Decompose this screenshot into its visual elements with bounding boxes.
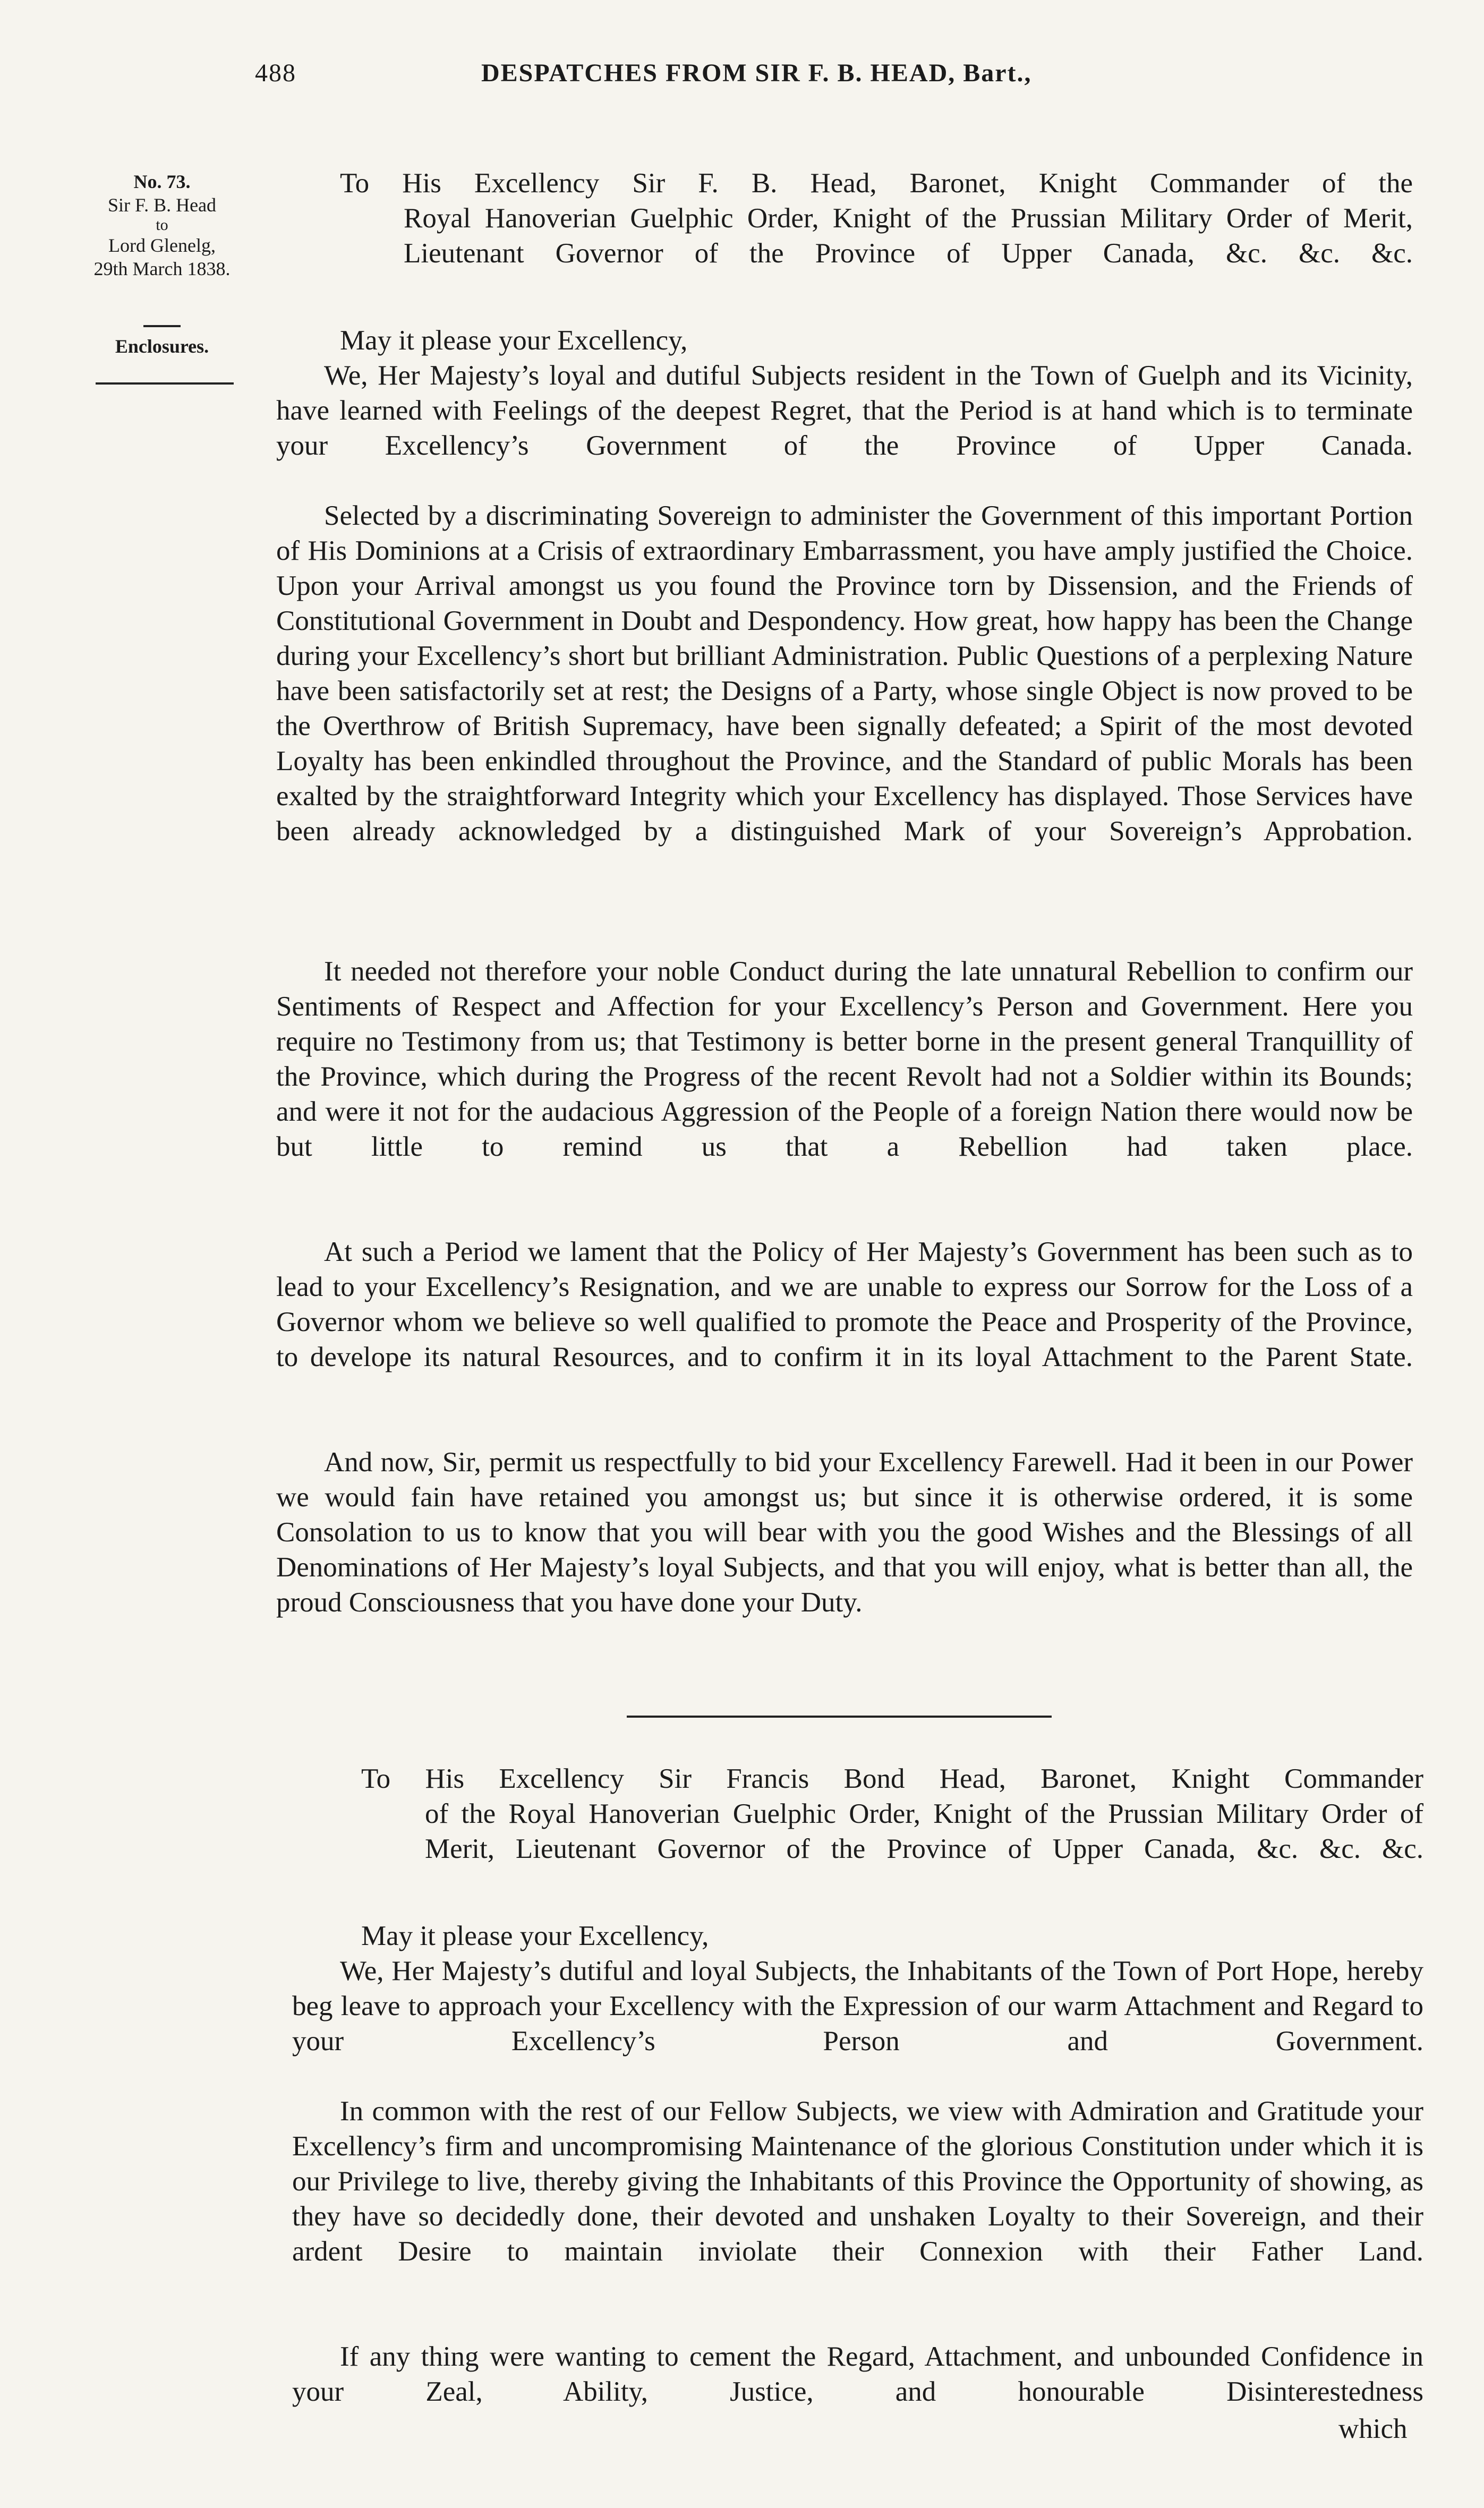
paragraph-porthope-1: We, Her Majesty’s dutiful and loyal Subjects, the Inhabitants of the Town of Port Hope, hereby beg leave to approach your Excellency with the Expression of our warm Attachment and Regard to your Excellency’s Person and Government. [292,1956,1423,2057]
paragraph-guelph-3: It needed not therefore your noble Conduct during the late unnatural Rebellion to confirm our Sentiments of Respect and Affection for your Excellency’s Person and Government. Here you require no Testimony from us; that Testimony is better borne in the present general Tranquillity of the Province, which during the Progress of the recent Revolt had not a Soldier within its Bounds; and were it not for the audacious Aggression of the People of a foreign Nation there would now be but little to remind us that a Rebellion had taken place. [276,956,1413,1162]
catchword: which [1338,2413,1408,2444]
despatch-recipient: Lord Glenelg, [108,235,216,256]
paragraph-guelph-4: At such a Period we lament that the Policy of Her Majesty’s Government has been such as to lead to your Excellency’s Resignation, and we are unable to express our Sorrow for the Loss of a Governor whom we believe so well qualified to promote the Peace and Prosperity of the Province, to develope its natural Resources, and to confirm it in its loyal Attachment to the Parent State. [276,1236,1413,1372]
address-porthope-titles: of the Royal Hanoverian Guelphic Order, Knight of the Prussian Military Order of Merit, Lieutenant Governor of the Province of Upper Canada, &c. &c. &c. [425,1798,1423,1864]
paragraph-guelph-2: Selected by a discriminating Sovereign to administer the Government of this important Portion of His Dominions at a Crisis of extraordinary Embarrassment, you have amply justified the Choice. Upon your Arrival amongst us you found the Province torn by Dissension, and the Friends of Constitutional Government in Doubt and Despondency. How great, how happy has been the Change during your Excellency’s short but brilliant Administration. Public Questions of a perplexing Nature have been satisfactorily set at rest; the Designs of a Party, whose single Object is now proved to be the Overthrow of British Supremacy, have been signally defeated; a Spirit of the most devoted Loyalty has been enkindled throughout the Province, and the Standard of public Morals has been exalted by the straightforward Integrity which your Excellency has displayed. Those Services have been already acknowledged by a distinguished Mark of your Sovereign’s Approbation. [276,500,1413,847]
address-guelph-titles: Royal Hanoverian Guelphic Order, Knight of the Prussian Military Order of Merit, Lieutenant Governor of the Province of Upper Canada, &c. &c. &c. [404,203,1413,269]
despatch-date: 29th March 1838. [93,258,231,279]
paragraph-porthope-2: In common with the rest of our Fellow Subjects, we view with Admiration and Gratitude your Excellency’s firm and uncompromising Maintenance of the glorious Constitution under which it is our Privilege to live, thereby giving the Inhabitants of this Province the Opportunity of showing, as they have so decidedly done, their devoted and unshaken Loyalty to their Sovereign, and their ardent Desire to maintain inviolate their Connexion with their Father Land. [292,2096,1423,2267]
despatch-number: No. 73. [133,171,191,192]
paragraph-porthope-3: If any thing were wanting to cement the Regard, Attachment, and unbounded Confidence in your Zeal, Ability, Justice, and honourable Disinterestedness [292,2341,1423,2407]
address-guelph-lead: To His Excellency Sir F. B. Head, Baronet, Knight Commander of the [340,168,1413,199]
margin-rule-short [143,325,181,327]
salutation-guelph: May it please your Excellency, [340,325,688,356]
margin-rule-long [96,382,234,385]
running-title: DESPATCHES FROM SIR F. B. HEAD, Bart., [481,59,1032,87]
paragraph-guelph-5: And now, Sir, permit us respectfully to bid your Excellency Farewell. Had it been in our Power we would fain have retained you amongst us; but since it is otherwise ordered, it is some Consolation to us to know that you will bear with you the good Wishes and the Blessings of all Denominations of Her Majesty’s loyal Subjects, and that you will enjoy, what is better than all, the proud Consciousness that you have done your Duty. [276,1447,1413,1618]
address-porthope-lead: To His Excellency Sir Francis Bond Head, Baronet, Knight Commander [361,1763,1423,1794]
salutation-porthope: May it please your Excellency, [361,1921,709,1951]
address-porthope-heading [361,1761,1423,1866]
enclosures-label: Enclosures. [115,336,209,357]
margin-note [42,170,282,280]
page-header [255,58,1227,106]
address-guelph-heading [340,166,1413,271]
section-divider [627,1716,1052,1718]
paragraph-guelph-1: We, Her Majesty’s loyal and dutiful Subjects resident in the Town of Guelph and its Vicinity, have learned with Feelings of the deepest Regret, that the Period is at hand which is to terminate your Excellency’s Government of the Province of Upper Canada. [276,360,1413,461]
despatch-to-word: to [156,216,168,234]
page-number: 488 [255,59,296,87]
despatch-from: Sir F. B. Head [107,194,217,216]
